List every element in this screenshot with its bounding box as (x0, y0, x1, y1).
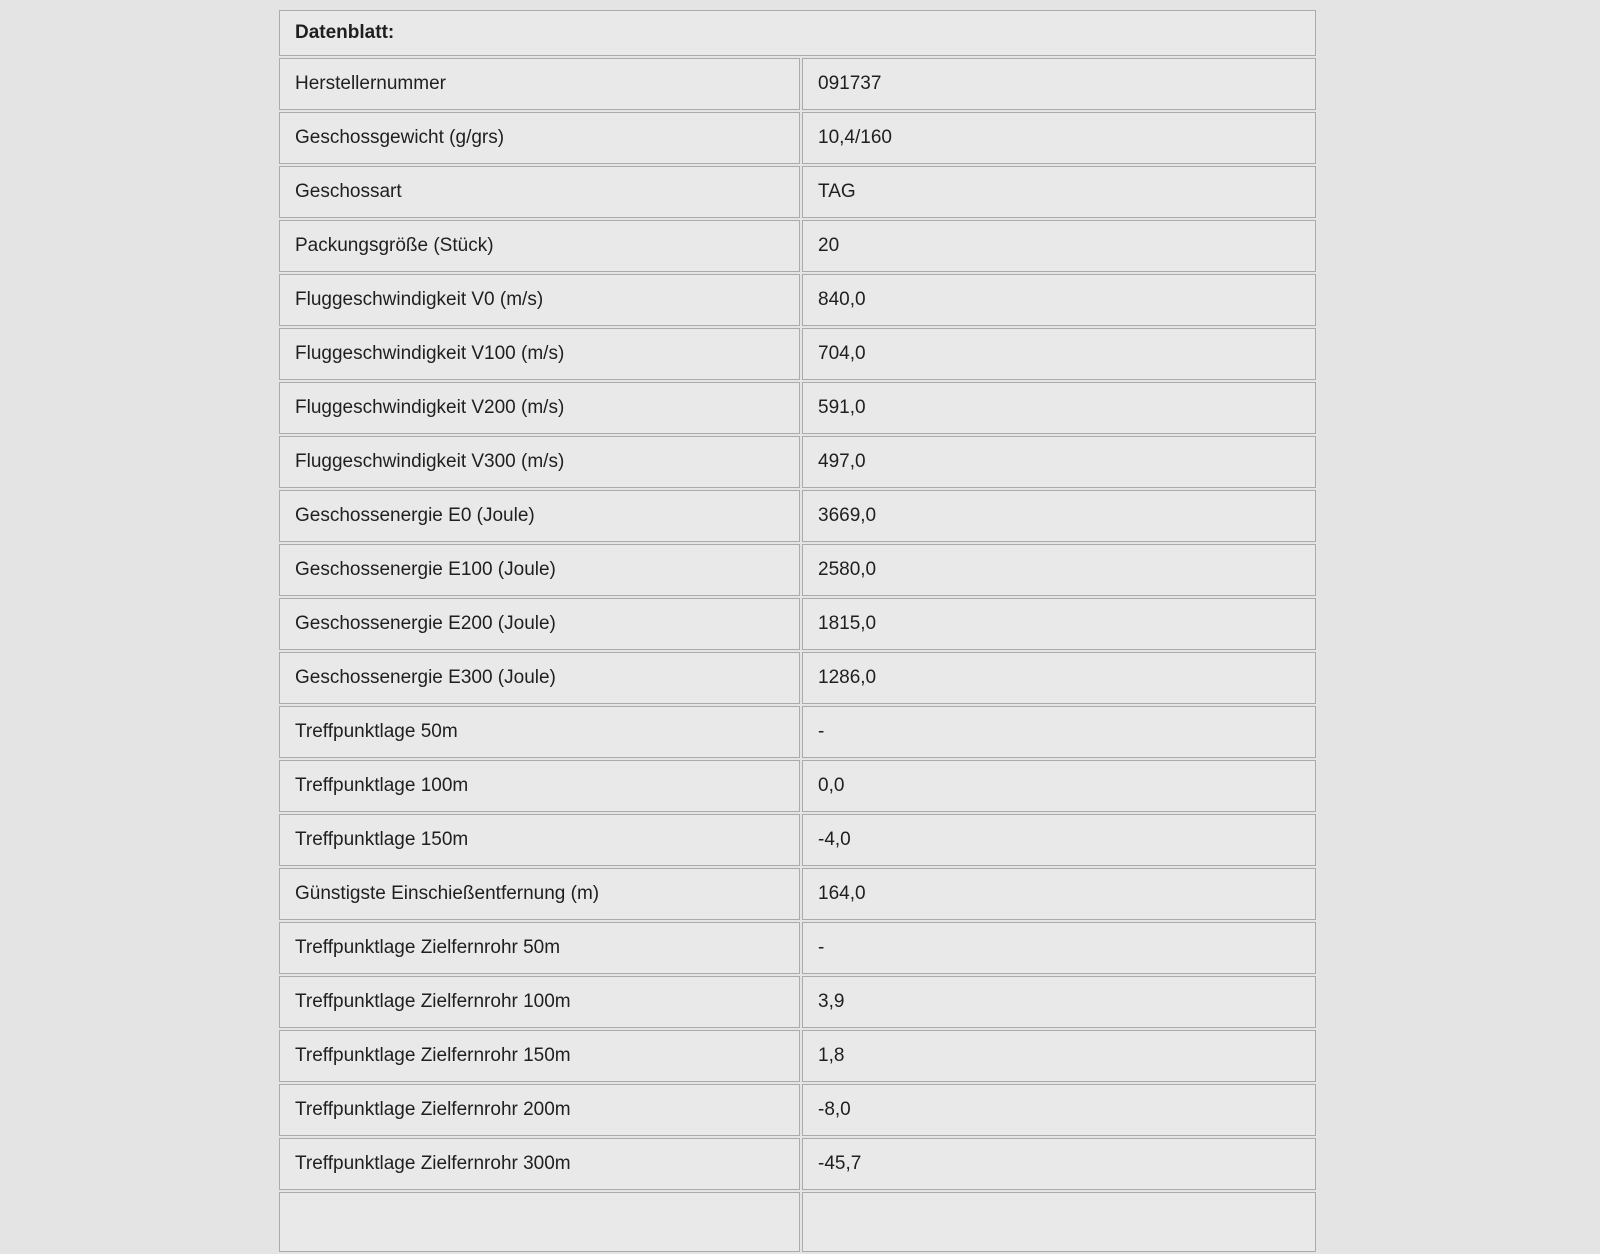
row-label: Fluggeschwindigkeit V300 (m/s) (279, 436, 800, 488)
table-row (279, 544, 1316, 596)
row-label: Geschossenergie E200 (Joule) (279, 598, 800, 650)
row-value: 497,0 (802, 436, 1316, 488)
row-label: Fluggeschwindigkeit V0 (m/s) (279, 274, 800, 326)
row-label: Treffpunktlage Zielfernrohr 300m (279, 1138, 800, 1190)
table-row (279, 868, 1316, 920)
row-label: Treffpunktlage 100m (279, 760, 800, 812)
row-value: 840,0 (802, 274, 1316, 326)
table-row (279, 652, 1316, 704)
row-value: 0,0 (802, 760, 1316, 812)
row-label: Packungsgröße (Stück) (279, 220, 800, 272)
row-value: -45,7 (802, 1138, 1316, 1190)
datasheet-title: Datenblatt: (279, 10, 1316, 56)
table-row (279, 976, 1316, 1028)
row-value: -8,0 (802, 1084, 1316, 1136)
row-value: 091737 (802, 58, 1316, 110)
datasheet-table (277, 8, 1318, 1254)
row-label: Treffpunktlage Zielfernrohr 50m (279, 922, 800, 974)
row-value: 704,0 (802, 328, 1316, 380)
row-label: Geschossenergie E100 (Joule) (279, 544, 800, 596)
table-row (279, 220, 1316, 272)
datasheet-section (277, 8, 1318, 1254)
table-row (279, 166, 1316, 218)
row-label: Fluggeschwindigkeit V200 (m/s) (279, 382, 800, 434)
row-value: 1,8 (802, 1030, 1316, 1082)
row-label: Treffpunktlage 50m (279, 706, 800, 758)
row-value: -4,0 (802, 814, 1316, 866)
row-label: Herstellernummer (279, 58, 800, 110)
table-row (279, 922, 1316, 974)
row-label: Geschossenergie E300 (Joule) (279, 652, 800, 704)
row-value: 20 (802, 220, 1316, 272)
row-label: Geschossart (279, 166, 800, 218)
row-value: - (802, 706, 1316, 758)
table-row (279, 328, 1316, 380)
table-row (279, 382, 1316, 434)
row-value (802, 1192, 1316, 1252)
row-value: 1286,0 (802, 652, 1316, 704)
row-label: Geschossgewicht (g/grs) (279, 112, 800, 164)
row-value: 10,4/160 (802, 112, 1316, 164)
table-row (279, 58, 1316, 110)
table-row (279, 814, 1316, 866)
table-row (279, 274, 1316, 326)
table-row (279, 598, 1316, 650)
table-header-row (279, 10, 1316, 56)
table-row (279, 490, 1316, 542)
row-value: 2580,0 (802, 544, 1316, 596)
row-value: 3669,0 (802, 490, 1316, 542)
row-label: Günstigste Einschießentfernung (m) (279, 868, 800, 920)
table-row (279, 436, 1316, 488)
row-value: - (802, 922, 1316, 974)
table-row (279, 112, 1316, 164)
table-row (279, 706, 1316, 758)
row-label (279, 1192, 800, 1252)
row-value: 3,9 (802, 976, 1316, 1028)
table-row (279, 760, 1316, 812)
row-value: TAG (802, 166, 1316, 218)
row-label: Treffpunktlage Zielfernrohr 100m (279, 976, 800, 1028)
table-row (279, 1030, 1316, 1082)
row-label: Treffpunktlage 150m (279, 814, 800, 866)
table-row (279, 1084, 1316, 1136)
row-value: 1815,0 (802, 598, 1316, 650)
row-label: Treffpunktlage Zielfernrohr 150m (279, 1030, 800, 1082)
table-row (279, 1138, 1316, 1190)
row-value: 164,0 (802, 868, 1316, 920)
table-row-partial (279, 1192, 1316, 1252)
row-label: Geschossenergie E0 (Joule) (279, 490, 800, 542)
row-label: Fluggeschwindigkeit V100 (m/s) (279, 328, 800, 380)
row-label: Treffpunktlage Zielfernrohr 200m (279, 1084, 800, 1136)
row-value: 591,0 (802, 382, 1316, 434)
